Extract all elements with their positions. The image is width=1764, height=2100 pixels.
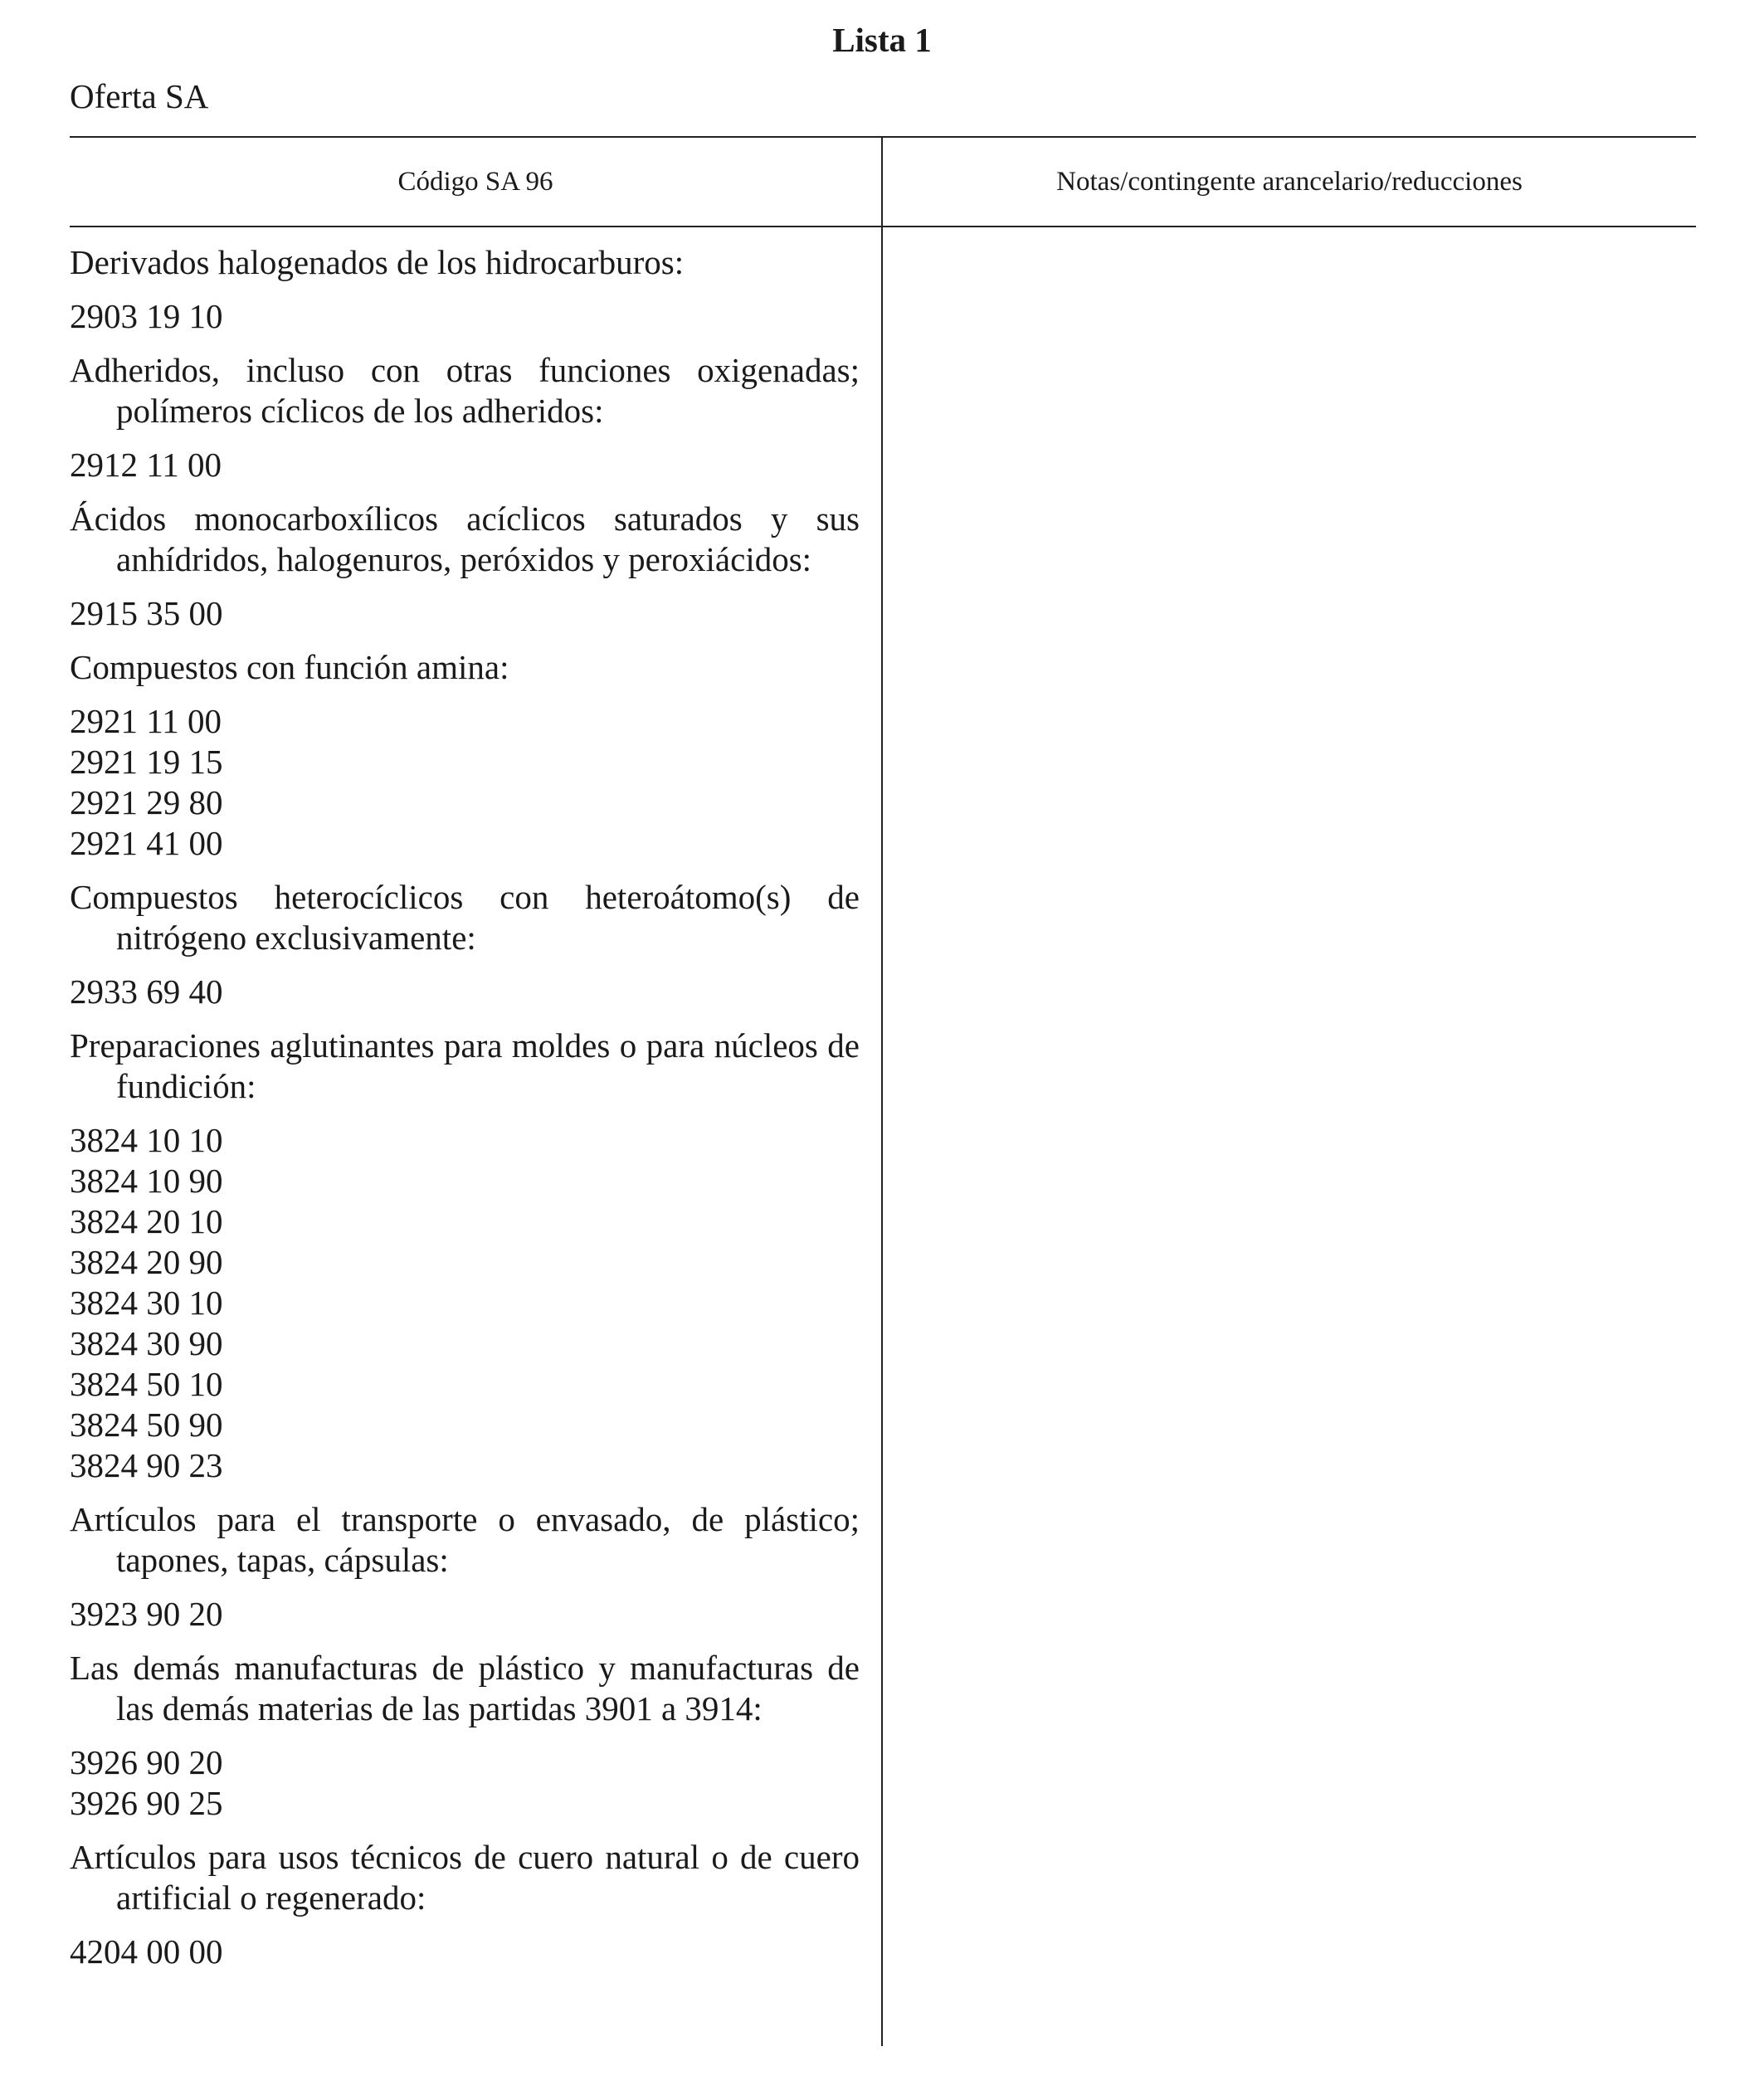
hs-code: 2921 29 80 bbox=[70, 783, 223, 821]
hs-code: 3824 30 10 bbox=[70, 1284, 223, 1322]
hs-code: 2921 11 00 bbox=[70, 702, 222, 740]
group-description: Derivados halogenados de los hidrocarburos: bbox=[70, 243, 685, 281]
tariff-group bbox=[70, 242, 860, 337]
code-list bbox=[70, 593, 860, 634]
hs-code: 3824 90 23 bbox=[70, 1446, 223, 1484]
hs-code: 2921 19 15 bbox=[70, 743, 223, 781]
code-list bbox=[70, 972, 860, 1012]
group-description: Adheridos, incluso con otras funciones oxigenadas; polímeros cíclicos de los adheridos: bbox=[70, 351, 860, 430]
hs-code: 3926 90 25 bbox=[70, 1784, 223, 1822]
hs-code: 3926 90 20 bbox=[70, 1743, 223, 1781]
group-description: Las demás manufacturas de plástico y manufacturas de las demás materias de las partidas 3901 a 3914: bbox=[70, 1649, 860, 1727]
hs-code: 3824 20 90 bbox=[70, 1243, 223, 1281]
hs-code: 4204 00 00 bbox=[70, 1932, 223, 1971]
tariff-group bbox=[70, 1648, 860, 1824]
code-list bbox=[70, 1932, 860, 1972]
hs-code: 3824 50 90 bbox=[70, 1406, 223, 1444]
code-column-body bbox=[70, 242, 860, 1985]
group-description: Compuestos heterocíclicos con heteroátomo(s) de nitrógeno exclusivamente: bbox=[70, 878, 860, 957]
tariff-group bbox=[70, 1499, 860, 1635]
column-divider bbox=[881, 136, 883, 2046]
hs-code: 3824 30 90 bbox=[70, 1324, 223, 1362]
hs-code: 2933 69 40 bbox=[70, 972, 223, 1011]
tariff-group bbox=[70, 877, 860, 1012]
header-code-column: Código SA 96 bbox=[397, 166, 553, 197]
group-description: Ácidos monocarboxílicos acíclicos saturados y sus anhídridos, halogenuros, peróxidos y peroxiácidos: bbox=[70, 499, 860, 578]
hs-code: 3923 90 20 bbox=[70, 1595, 223, 1633]
hs-code: 3824 20 10 bbox=[70, 1202, 223, 1240]
code-list bbox=[70, 1742, 860, 1824]
tariff-group bbox=[70, 1837, 860, 1972]
tariff-group bbox=[70, 647, 860, 864]
tariff-group bbox=[70, 499, 860, 634]
hs-code: 2903 19 10 bbox=[70, 297, 223, 335]
tariff-group bbox=[70, 350, 860, 485]
group-description: Artículos para el transporte o envasado, de plástico; tapones, tapas, cápsulas: bbox=[70, 1500, 860, 1579]
hs-code: 2912 11 00 bbox=[70, 446, 222, 484]
table-header-rule bbox=[70, 226, 1696, 227]
code-list bbox=[70, 296, 860, 337]
hs-code: 2915 35 00 bbox=[70, 594, 223, 632]
group-description: Compuestos con función amina: bbox=[70, 648, 509, 686]
document-subtitle: Oferta SA bbox=[70, 77, 209, 115]
code-list bbox=[70, 1594, 860, 1635]
group-description: Artículos para usos técnicos de cuero natural o de cuero artificial o regenerado: bbox=[70, 1838, 860, 1917]
hs-code: 3824 50 10 bbox=[70, 1365, 223, 1403]
code-list bbox=[70, 1120, 860, 1486]
document-title: Lista 1 bbox=[832, 21, 932, 59]
tariff-group bbox=[70, 1026, 860, 1486]
group-description: Preparaciones aglutinantes para moldes o para núcleos de fundición: bbox=[70, 1026, 860, 1105]
hs-code: 3824 10 10 bbox=[70, 1121, 223, 1159]
code-list bbox=[70, 445, 860, 485]
hs-code: 3824 10 90 bbox=[70, 1162, 223, 1200]
hs-code: 2921 41 00 bbox=[70, 824, 223, 862]
code-list bbox=[70, 701, 860, 864]
header-notes-column: Notas/contingente arancelario/reducciones bbox=[1056, 166, 1523, 197]
